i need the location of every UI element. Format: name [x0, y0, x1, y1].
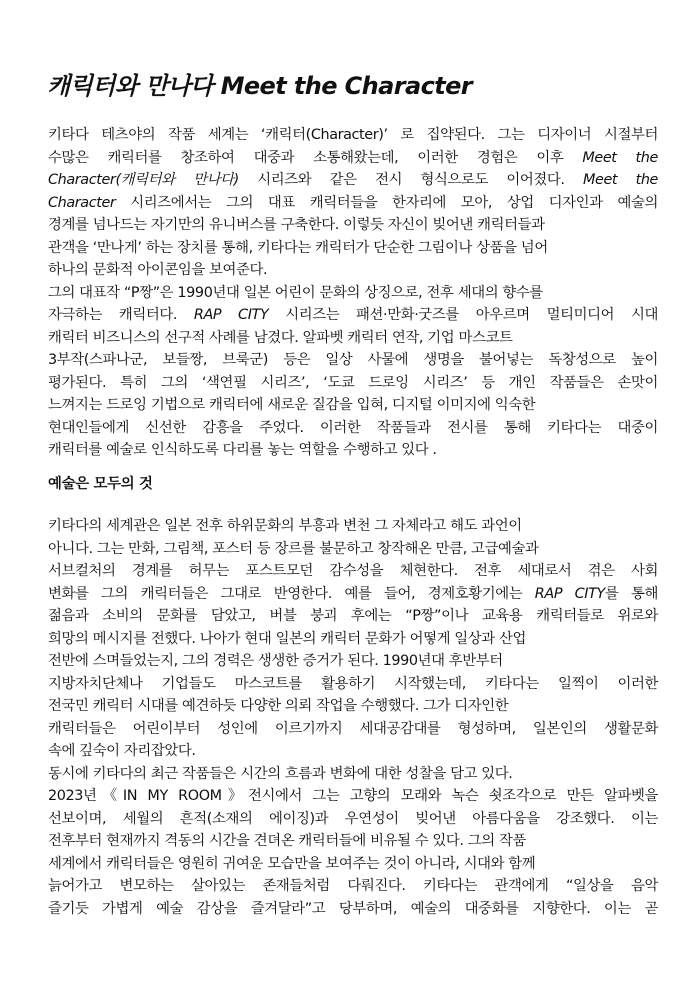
text-line: 키타다 테츠야의 작품 세계는 ‘캐릭터(Character)’ 로 집약된다. 그는 디자이너 시절부터	[48, 127, 658, 143]
text-line: 선보이며, 세월의 흔적(소재의 에이징)과 우연성이 빚어낸 아름다움을 강조했다. 이는	[48, 810, 658, 827]
text-line: 전후부터 현재까지 격동의 시간을 견뎌온 캐릭터들에 비유될 수 있다. 그의 작품	[48, 833, 526, 849]
text-line: 젊음과 소비의 문화를 담았고, 버블 붕괴 후에는 “P짱”이나 교육용 캐릭터들로 위로와	[48, 608, 658, 624]
text-line: 키타다의 세계관은 일본 전후 하위문화의 부흥과 변천 그 자체라고 해도 과언이	[48, 518, 522, 534]
text-line: 캐릭터들은 어린이부터 성인에 이르기까지 세대공감대를 형성하며, 일본인의 생활문화	[48, 720, 658, 737]
text-line: 현대인들에게 신선한 감흥을 주었다. 이러한 작품들과 전시를 통해 키타다는 대중이	[48, 419, 658, 436]
text-line: 수많은 캐릭터를 창조하여 대중과 소통해왔는데, 이러한 경험은 이후 Meet the	[48, 149, 658, 166]
text-line: Character(캐릭터와 만나다) 시리즈와 같은 전시 형식으로도 이어졌다. Meet the	[48, 172, 658, 188]
text-line: 지방자치단체나 기업들도 마스코트를 활용하기 시작했는데, 키타다는 일찍이 이러한	[48, 675, 658, 692]
text-line: 세계에서 캐릭터들은 영원히 귀여운 모습만을 보여주는 것이 아니라, 시대와 함께	[48, 855, 536, 872]
text-line: 2023년《IN MY ROOM》전시에서 그는 고향의 모래와 녹슨 쇳조각으로 만든 알파벳을	[48, 788, 658, 804]
text-line: 평가된다. 특히 그의 ‘색연필 시리즈’, ‘도쿄 드로잉 시리즈’ 등 개인 작품들은 손맛이	[48, 374, 658, 391]
text-line: 서브컬처의 경계를 허무는 포스트모던 감수성을 체현한다. 전후 세대로서 겪은 사회	[48, 563, 658, 579]
text-line: 캐릭터 비즈니스의 선구적 사례를 남겼다. 알파벳 캐릭터 연작, 기업 마스코트	[48, 329, 513, 346]
text-line: Character 시리즈에서는 그의 대표 캐릭터들을 한자리에 모아, 상업 디자인과 예술의	[48, 194, 658, 211]
text-line: 전반에 스며들었는지, 그의 경력은 생생한 증거가 된다. 1990년대 후반부터	[48, 653, 503, 669]
text-line: 동시에 키타다의 최근 작품들은 시간의 흐름과 변화에 대한 성찰을 담고 있다.	[48, 765, 513, 782]
section-heading: 예술은 모두의 것	[48, 476, 153, 492]
text-line: 속에 깊숙이 자리잡았다.	[48, 743, 196, 759]
text-line: 하나의 문화적 아이콘임을 보여준다.	[48, 262, 268, 278]
text-line: 캐릭터를 예술로 인식하도록 다리를 놓는 역할을 수행하고 있다 .	[48, 442, 437, 458]
text-line: 희망의 메시지를 전했다. 나아가 현대 일본의 캐릭터 문화가 어떻게 일상과 산업	[48, 630, 526, 647]
text-line: 자극하는 캐릭터다. RAP CITY 시리즈는 패션·만화·굿즈를 아우르며 멀티미디어 시대	[48, 307, 658, 323]
text-line: 경계를 넘나드는 자기만의 유니버스를 구축한다. 이렇듯 자신이 빚어낸 캐릭터들과	[48, 217, 545, 233]
text-line: 변화를 그의 캐릭터들은 그대로 반영한다. 예를 들어, 경제호황기에는 RAP CITY를 통해	[48, 585, 658, 602]
text-line: 전국민 캐릭터 시대를 예견하듯 다양한 의뢰 작업을 수행했다. 그가 디자인한	[48, 698, 509, 714]
section-intro-paragraphs	[48, 124, 658, 462]
text-line: 느껴지는 드로잉 기법으로 캐릭터에 새로운 질감을 입혀, 디지털 이미지에 익숙한	[48, 397, 536, 413]
text-line: 관객을 ‘만나게’ 하는 장치를 통해, 키타다는 캐릭터가 단순한 그림이나 상품을 넘어	[48, 239, 548, 256]
text-line: 아니다. 그는 만화, 그림책, 포스터 등 장르를 불문하고 창작해온 만큼, 고급예술과	[48, 540, 539, 557]
text-line: 즐기듯 가볍게 예술 감상을 즐겨달라”고 당부하며, 예술의 대중화를 지향한다. 이는 곧	[48, 900, 658, 917]
section-art-paragraphs	[48, 515, 658, 920]
text-line: 그의 대표작 “P짱”은 1990년대 일본 어린이 문화의 상징으로, 전후 세대의 향수를	[48, 284, 543, 301]
page-title: 캐릭터와 만나다 Meet the Character	[47, 72, 472, 100]
text-line: 늙어가고 변모하는 살아있는 존재들처럼 다뤄진다. 키타다는 관객에게 “일상을 음악	[48, 878, 658, 894]
text-line: 3부작(스파나군, 보들짱, 브룩군) 등은 일상 사물에 생명을 불어넣는 독창성으로 높이	[48, 352, 658, 368]
